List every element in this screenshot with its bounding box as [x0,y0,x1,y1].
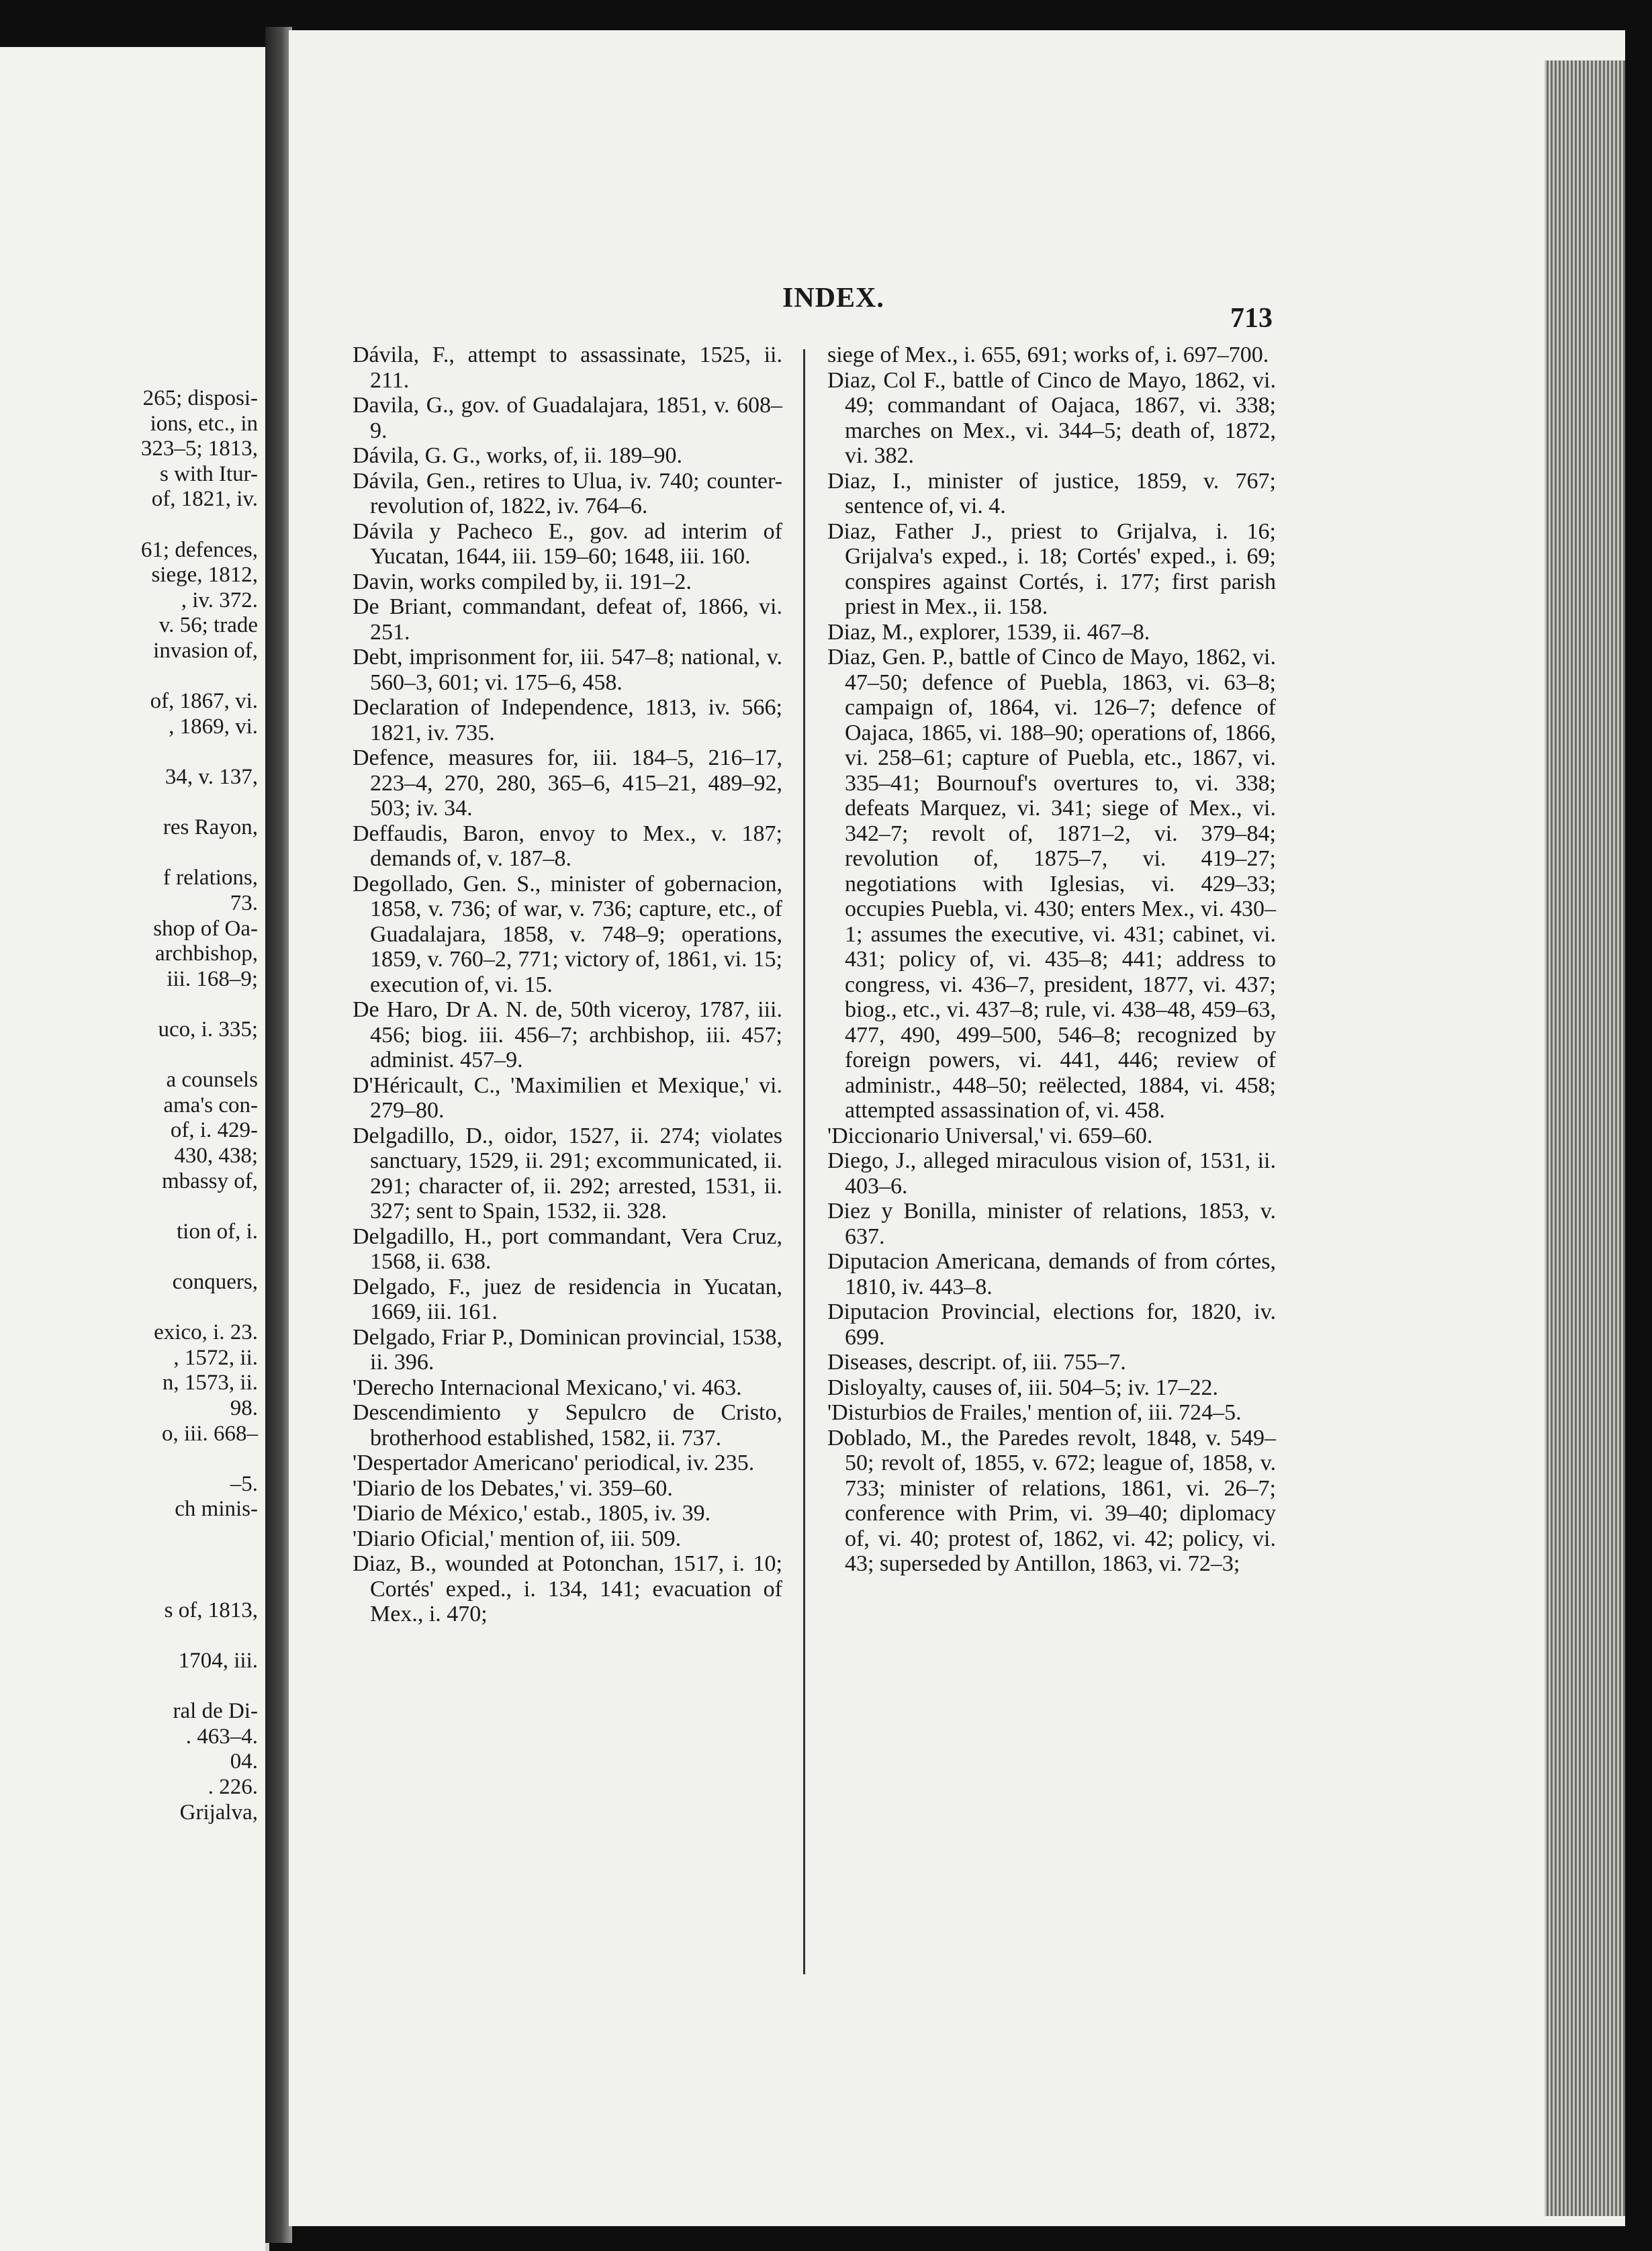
facing-page-line: . 463–4. [185,1724,258,1749]
index-entry: Dávila y Pacheco E., gov. ad interim of Yucatan, 1644, iii. 159–60; 1648, iii. 160. [353,518,782,569]
index-entry: Delgadillo, D., oidor, 1527, ii. 274; violates sanctuary, 1529, ii. 291; excommunicated, ii. 291; character of, ii. 292; arrested, 1531, ii. 327; sent to Spain, 1532, ii. 328. [353,1123,782,1224]
index-entry: 'Diario de México,' estab., 1805, iv. 39. [353,1501,711,1526]
facing-page-line: f relations, [163,866,258,890]
facing-page-line: 323–5; 1813, [140,437,258,461]
facing-page-line: iii. 168–9; [167,966,258,991]
index-entry: De Briant, commandant, defeat of, 1866, vi. 251. [353,594,782,645]
book-gutter [265,27,292,2243]
index-entry: Diez y Bonilla, minister of relations, 1853, v. 637. [827,1199,1276,1249]
index-entry: Dávila, F., attempt to assassinate, 1525, ii. 211. [353,342,782,393]
facing-page-line: ral de Di- [173,1699,258,1724]
facing-page-line: 265; disposi- [142,386,258,410]
facing-page-line: –5. [230,1471,258,1496]
facing-page-line: uco, i. 335; [158,1017,258,1042]
facing-page-line: exico, i. 23. [154,1320,258,1345]
index-entry: Diaz, I., minister of justice, 1859, v. 767; sentence of, vi. 4. [827,468,1276,518]
index-entry: 'Diario Oficial,' mention of, iii. 509. [353,1526,682,1551]
index-entry: Debt, imprisonment for, iii. 547–8; national, v. 560–3, 601; vi. 175–6, 458. [353,645,782,695]
facing-page-line: of, 1867, vi. [150,689,258,714]
index-entry: Delgado, F., juez de residencia in Yucatan, 1669, iii. 161. [353,1274,782,1324]
column-divider [803,349,805,1974]
index-entry: Declaration of Independence, 1813, iv. 566; 1821, iv. 735. [353,695,782,745]
page-edges [1545,60,1625,2216]
facing-page-line: o, iii. 668– [161,1421,258,1446]
facing-page-line: 98. [230,1396,258,1420]
facing-page-line: 430, 438; [174,1144,258,1168]
facing-page-line: , 1869, vi. [169,714,258,739]
index-entry: Davin, works compiled by, ii. 191–2. [353,569,692,594]
index-entry: Diaz, M., explorer, 1539, ii. 467–8. [827,619,1150,645]
index-entry: De Haro, Dr A. N. de, 50th viceroy, 1787, iii. 456; biog. iii. 456–7; archbishop, iii. 457; administ. 457–9. [353,997,782,1072]
facing-page-line: ch minis- [175,1497,258,1522]
facing-page-line: a counsels [166,1068,258,1093]
index-entry: Diego, J., alleged miraculous vision of, 1531, ii. 403–6. [827,1148,1276,1199]
index-entry: siege of Mex., i. 655, 691; works of, i. 697–700. [827,342,1269,367]
facing-page-line: n, 1573, ii. [162,1371,258,1395]
index-entry: Dávila, G. G., works, of, ii. 189–90. [353,443,683,468]
facing-page-line: shop of Oa- [153,916,258,941]
facing-page-line: mbassy of, [162,1168,258,1193]
facing-page-line: invasion of, [153,639,258,663]
facing-page-line: 04. [230,1749,258,1774]
index-entry: 'Diccionario Universal,' vi. 659–60. [827,1123,1153,1148]
facing-page-line: res Rayon, [163,815,258,840]
index-entry: Diputacion Provincial, elections for, 1820, iv. 699. [827,1299,1276,1350]
index-entry: Delgado, Friar P., Dominican provincial, 1538, ii. 396. [353,1324,782,1375]
index-entry: Descendimiento y Sepulcro de Cristo, brotherhood established, 1582, ii. 737. [353,1400,782,1451]
index-column-right [827,342,1276,1577]
index-entry: Delgadillo, H., port commandant, Vera Cruz, 1568, ii. 638. [353,1224,782,1274]
index-entry: Diaz, Col F., battle of Cinco de Mayo, 1862, vi. 49; commandant of Oajaca, 1867, vi. 338; marches on Mex., vi. 344–5; death of, 1872, vi. 382. [827,367,1276,468]
facing-page-line: 1704, iii. [178,1649,258,1673]
facing-page-line: , 1572, ii. [173,1345,258,1370]
facing-page-line: ions, etc., in [150,411,258,436]
index-entry: Diaz, Father J., priest to Grijalva, i. 16; Grijalva's exped., i. 18; Cortés' exped., i. 69; conspires against Cortés, i. 177; first parish priest in Mex., ii. 158. [827,518,1276,619]
facing-page-line: siege, 1812, [151,563,258,588]
page-number: 713 [1230,303,1273,334]
facing-page-line: of, 1821, iv. [151,487,258,512]
index-entry: Dávila, Gen., retires to Ulua, iv. 740; counter-revolution of, 1822, iv. 764–6. [353,468,782,518]
facing-page-line: ama's con- [163,1093,258,1117]
facing-page-line: of, i. 429- [170,1118,258,1143]
index-entry: Defence, measures for, iii. 184–5, 216–17, 223–4, 270, 280, 365–6, 415–21, 489–92, 503; iv. 34. [353,745,782,821]
index-entry: 'Derecho Internacional Mexicano,' vi. 463. [353,1375,742,1400]
index-entry: Diaz, Gen. P., battle of Cinco de Mayo, 1862, vi. 47–50; defence of Puebla, 1863, vi. 63–8; campaign of, 1864, vi. 126–7; defence of Oajaca, 1865, vi. 188–90; operations of, 1866, vi. 258–61; capture of Puebla, etc., 1867, vi. 335–41; Bournouf's overtures to, vi. 338; defeats Marquez, vi. 341; siege of Mex., vi. 342–7; revolt of, 1871–2, vi. 379–84; revolution of, 1875–7, vi. 419–27; negotiations with Iglesias, vi. 429–33; occupies Puebla, vi. 430; enters Mex., vi. 430–1; assumes the executive, vi. 431; cabinet, vi. 431; policy of, vi. 435–8; 441; address to congress, vi. 436–7, president, 1877, vi. 437; biog., etc., vi. 437–8; rule, vi. 438–48, 459–63, 477, 490, 499–500, 546–8; recognized by foreign powers, vi. 441, 446; review of administr., 448–50; reëlected, 1884, vi. 458; attempted assassination of, vi. 458. [827,645,1276,1123]
facing-page-line: Grijalva, [179,1800,258,1825]
running-head: INDEX. [782,283,884,314]
facing-page-line: conquers, [172,1270,258,1294]
facing-page-line: . 226. [208,1775,258,1799]
facing-page-line: archbishop, [154,941,258,966]
index-entry: Degollado, Gen. S., minister of gobernacion, 1858, v. 736; of war, v. 736; capture, etc., of Guadalajara, 1858, v. 748–9; operations, 1859, v. 760–2, 771; victory of, 1861, vi. 15; execution of, vi. 15. [353,871,782,997]
index-column-left [353,342,782,1627]
index-entry: Diaz, B., wounded at Potonchan, 1517, i. 10; Cortés' exped., i. 134, 141; evacuation of Mex., i. 470; [353,1551,782,1626]
index-entry: Diputacion Americana, demands of from córtes, 1810, iv. 443–8. [827,1249,1276,1299]
facing-page-line: 61; defences, [140,537,258,562]
index-entry: D'Héricault, C., 'Maximilien et Mexique,' vi. 279–80. [353,1072,782,1123]
facing-page-line: s of, 1813, [164,1598,258,1622]
index-entry: Diseases, descript. of, iii. 755–7. [827,1350,1126,1375]
facing-page-line: 34, v. 137, [165,765,258,789]
facing-page-line: v. 56; trade [158,613,258,638]
index-entry: Davila, G., gov. of Guadalajara, 1851, v. 608–9. [353,393,782,443]
index-entry: 'Disturbios de Frailes,' mention of, iii. 724–5. [827,1400,1242,1425]
facing-page-line: tion of, i. [177,1219,258,1244]
index-entry: Deffaudis, Baron, envoy to Mex., v. 187; demands of, v. 187–8. [353,821,782,871]
facing-page-left [0,47,269,2251]
index-entry: Disloyalty, causes of, iii. 504–5; iv. 17–22. [827,1375,1219,1400]
index-entry: 'Despertador Americano' periodical, iv. 235. [353,1451,755,1475]
facing-page-line: , iv. 372. [181,588,258,612]
index-entry: Doblado, M., the Paredes revolt, 1848, v. 549–50; revolt of, 1855, v. 672; league of, 1858, v. 733; minister of relations, 1861, vi. 26–7; conference with Prim, vi. 39–40; diplomacy of, vi. 40; protest of, 1862, vi. 42; policy, vi. 43; superseded by Antillon, 1863, vi. 72–3; [827,1425,1276,1576]
facing-page-line: s with Itur- [160,461,258,486]
index-entry: 'Diario de los Debates,' vi. 359–60. [353,1475,673,1501]
facing-page-line: 73. [230,891,258,915]
